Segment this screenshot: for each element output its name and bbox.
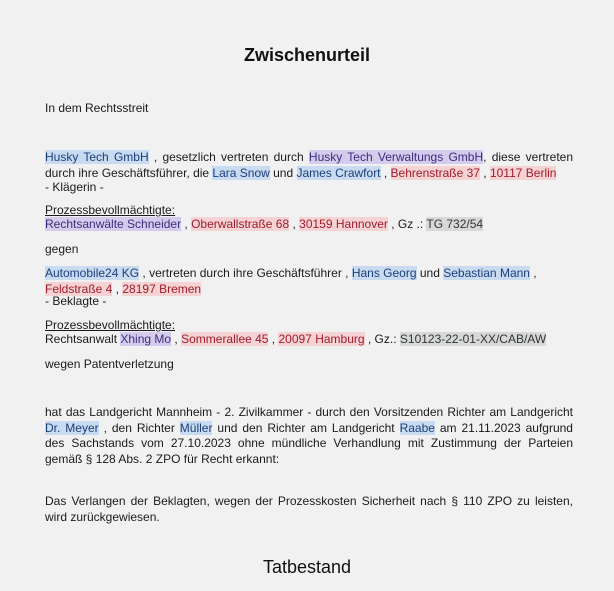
court-text-3: und den Richter am Landgericht	[212, 420, 400, 435]
defendant-block	[45, 266, 573, 297]
plaintiff-street: Behrenstraße 37	[390, 165, 480, 180]
defendant-sep: ,	[112, 281, 123, 296]
against-text: gegen	[45, 242, 79, 256]
plaintiff-text-2: , diese vertreten durch ihre Geschäftsführer, die	[45, 150, 573, 180]
defendant-counsel-sep: ,	[268, 332, 279, 346]
plaintiff-city: 10117 Berlin	[489, 165, 557, 180]
ruling-paragraph: Das Verlangen der Beklagten, wegen der Prozesskosten Sicherheit nach § 110 ZPO zu leisten, wird zurückgewiesen.	[45, 494, 573, 524]
defendant-counsel-text-0: Rechtsanwalt	[45, 332, 121, 346]
plaintiff-director-2: James Crawfort	[296, 165, 381, 180]
defendant-counsel-street: Sommerallee 45	[181, 332, 269, 346]
plaintiff-counsel-line	[45, 217, 573, 233]
judge-3: Raabe	[399, 420, 435, 435]
intro-text: In dem Rechtsstreit	[45, 101, 149, 115]
document-title: Zwischenurteil	[243, 45, 371, 65]
plaintiff-role: - Klägerin -	[45, 180, 104, 194]
defendant-counsel-file-number: S10123-22-01-XX/CAB/AW	[399, 332, 547, 346]
plaintiff-text-1: , gesetzlich vertreten durch	[148, 150, 309, 164]
plaintiff-text-4: ,	[380, 165, 391, 180]
defendant-role: - Beklagte -	[45, 294, 107, 308]
plaintiff-company: Husky Tech GmbH	[45, 150, 149, 164]
plaintiff-counsel-text-2: , Gz .:	[387, 217, 427, 231]
plaintiff-counsel-city: 30159 Hannover	[299, 217, 388, 231]
judge-1: Dr. Meyer	[45, 420, 99, 435]
defendant-city: 28197 Bremen	[122, 281, 202, 296]
section-heading-tatbestand: Tatbestand	[262, 557, 352, 577]
defendant-street: Feldstraße 4	[45, 281, 113, 296]
plaintiff-block	[45, 150, 573, 181]
defendant-counsel-city: 20097 Hamburg	[278, 332, 365, 346]
plaintiff-counsel-file-number: TG 732/54	[426, 217, 484, 231]
defendant-counsel-heading: Prozessbevollmächtigte:	[45, 318, 176, 332]
plaintiff-counsel-street: Oberwallstraße 68	[191, 217, 290, 231]
judge-2: Müller	[179, 420, 213, 435]
plaintiff-sep: ,	[479, 165, 490, 180]
defendant-text-3: ,	[529, 266, 537, 280]
defendant-director-2: Sebastian Mann	[443, 266, 530, 280]
defendant-company: Automobile24 KG	[45, 266, 140, 280]
plaintiff-counsel-firm: Rechtsanwälte Schneider	[45, 217, 182, 231]
plaintiff-text-3: und	[269, 165, 297, 180]
defendant-director-1: Hans Georg	[351, 266, 417, 280]
plaintiff-counsel-text-1: ,	[181, 217, 192, 231]
plaintiff-counsel-sep: ,	[289, 217, 300, 231]
plaintiff-director-1: Lara Snow	[212, 165, 270, 180]
defendant-counsel-line	[45, 332, 573, 348]
subject-text: wegen Patentverletzung	[45, 357, 174, 371]
defendant-counsel-text-2: , Gz.:	[364, 332, 400, 346]
defendant-counsel-text-1: ,	[171, 332, 182, 346]
plaintiff-counsel-heading: Prozessbevollmächtigte:	[45, 203, 176, 217]
court-text-1: hat das Landgericht Mannheim - 2. Zivilkammer - durch den Vorsitzenden Richter am Landgericht	[45, 405, 573, 419]
court-text-4: am 21.11.2023 aufgrund des Sachstands vom 27.10.2023 ohne mündliche Verhandlung mit Zustimmung der Parteien gemäß § 128 Abs. 2 ZPO für Recht erkannt:	[45, 420, 573, 466]
defendant-text-1: , vertreten durch ihre Geschäftsführer ,	[139, 266, 352, 280]
court-text-2: , den Richter	[98, 420, 180, 435]
plaintiff-representative: Husky Tech Verwaltungs GmbH	[308, 150, 484, 164]
court-paragraph	[45, 405, 573, 467]
defendant-text-2: und	[416, 266, 444, 280]
defendant-counsel-lawyer: Xhing Mo	[120, 332, 172, 346]
